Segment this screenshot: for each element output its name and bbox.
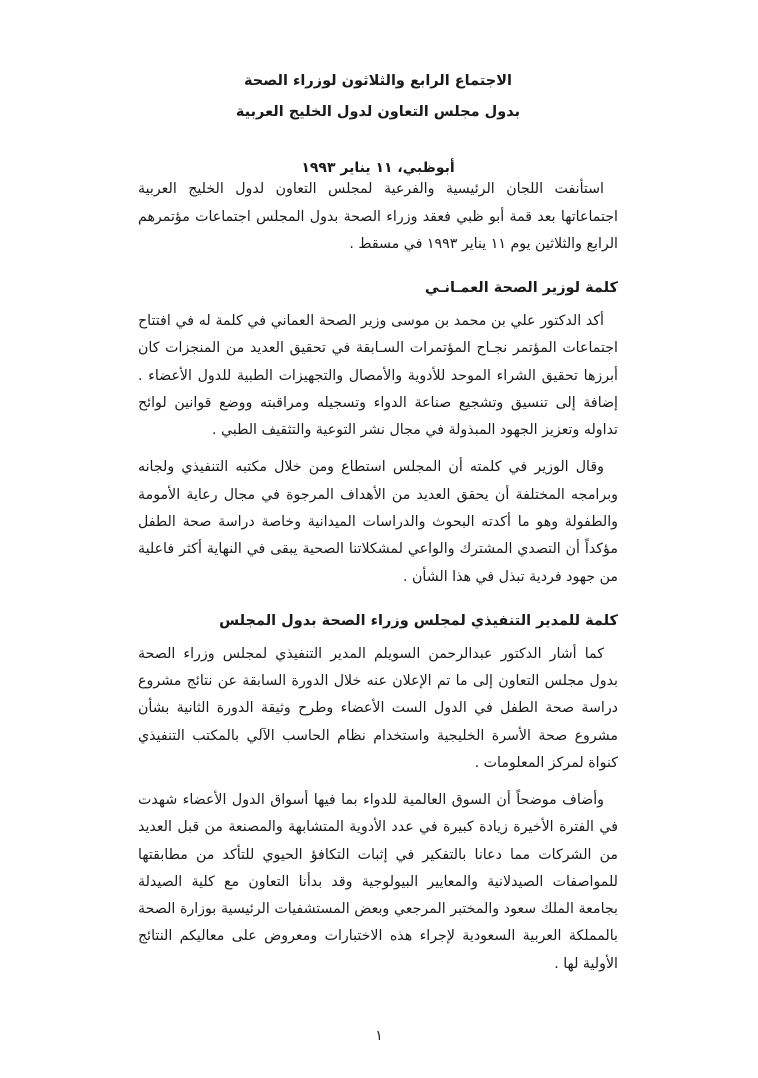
- section-heading-executive-director: كلمة للمدير التنفيذي لمجلس وزراء الصحة بدول المجلس: [219, 612, 618, 629]
- section-paragraph: وقال الوزير في كلمته أن المجلس استطاع ومن خلال مكتبه التنفيذي ولجانه وبرامجه المختلفة أن يحقق العديد من الأهداف المرجوة في مجال رعاية الأمومة والطفولة وهو ما أكدته البحوث والدراسات الميدانية وخاصة دراسة صحة الطفل مؤكداً أن التصدي المشترك والواعي لمشكلاتنا الصحية يبقى في النهاية أكثر فاعلية من جهود فردية تبذل في هذا الشأن .: [138, 459, 618, 585]
- page-number: ١: [375, 1028, 383, 1044]
- section-paragraph: وأضاف موضحاً أن السوق العالمية للدواء بما فيها أسواق الدول الأعضاء شهدت في الفترة الأخيرة زيادة كبيرة في عدد الأدوية المتشابهة والمصنعة من قبل العديد من الشركات مما دعانا بالتفكير في إثبات التكافؤ الحيوي للتأكد من مطابقتها للمواصفات الصيدلانية والمعايير البيولوجية وقد بدأنا التعاون مع كلية الصيدلة بجامعة الملك سعود والمختبر المرجعي وبعض المستشفيات الرئيسية بوزارة الصحة بالمملكة العربية السعودية لإجراء هذه الاختبارات ومعروض على معاليكم النتائج الأولية لها .: [138, 792, 618, 972]
- section-paragraph: أكد الدكتور علي بن محمد بن موسى وزير الصحة العماني في كلمة له في افتتاح اجتماعات المؤتمر نجـاح المؤتمرات السـابقة في تحقيق العديد من المنجزات كان أبرزها تحقيق الشراء الموحد للأدوية والأمصال والتجهيزات الطبية للدول الأعضاء . إضافة إلى تنسيق وتشجيع صناعة الدواء وتسجيله ومراقبته ووضع قوانين لوائح تداوله وتعزيز الجهود المبذولة في مجال نشر التوعية والتثقيف الطبي .: [138, 313, 618, 439]
- document-title: [138, 66, 618, 128]
- section-heading-oman-minister: كلمة لوزير الصحة العمـانـي: [424, 280, 618, 297]
- document-title-line-2: بدول مجلس التعاون لدول الخليج العربية: [235, 104, 521, 121]
- section-paragraph: كما أشار الدكتور عبدالرحمن السويلم المدير التنفيذي لمجلس وزراء الصحة بدول مجلس التعاون إلى ما تم الإعلان عنه خلال الدورة السابقة عن نتائج مشروع دراسة صحة الطفل في الدول الست الأعضاء وطرح وثيقة الدورة الثانية بشأن مشروع صحة الأسرة الخليجية واستخدام نظام الحاسب الآلي بالمكتب التنفيذي كنواة لمركز المعلومات .: [138, 645, 618, 771]
- document-title-line-1: الاجتماع الرابع والثلاثون لوزراء الصحة: [244, 73, 512, 89]
- intro-paragraph: استأنفت اللجان الرئيسية والفرعية لمجلس التعاون لدول الخليج العربية اجتماعاتها بعد قمة أبو ظبي فعقد وزراء الصحة بدول المجلس اجتماعات مؤتمرهم الرابع والثلاثين يوم ١١ يناير ١٩٩٣ في مسقط .: [138, 181, 618, 252]
- document-date-line: أبوظبي، ١١ يناير ١٩٩٣: [301, 160, 455, 177]
